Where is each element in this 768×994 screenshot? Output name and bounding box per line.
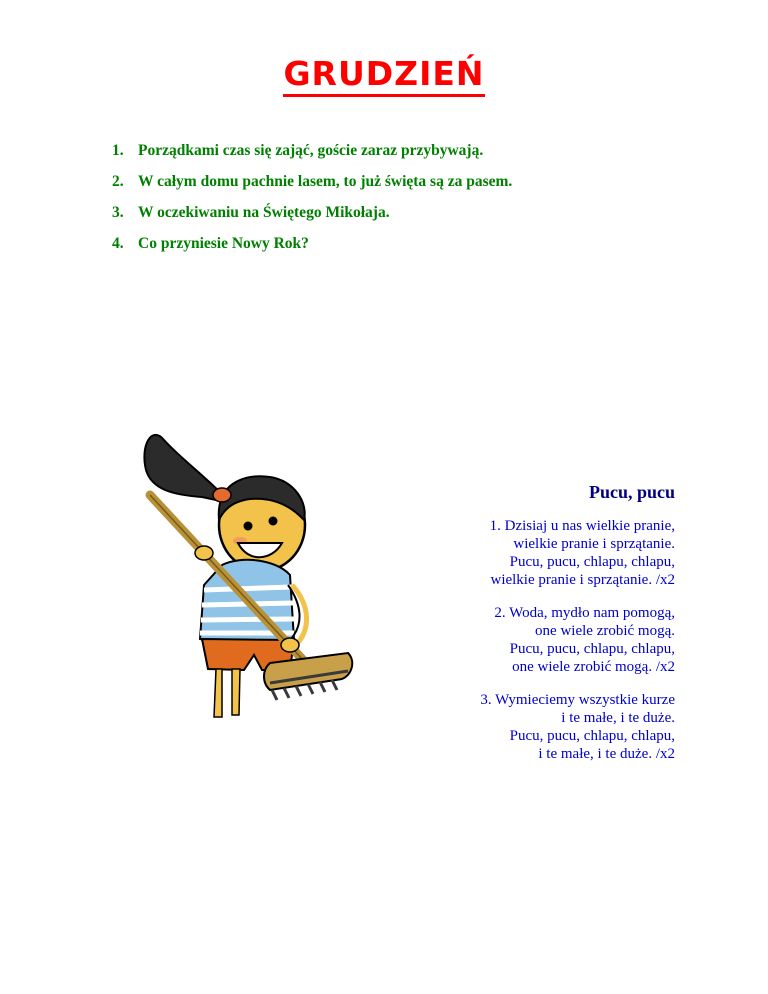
topic-text: Porządkami czas się zająć, goście zaraz przybywają.: [138, 142, 484, 159]
topic-item: [112, 234, 512, 265]
topic-text: W całym domu pachnie lasem, to już święta są za pasem.: [138, 173, 513, 190]
topic-item: [112, 172, 512, 203]
verse-line: 1. Dzisiaj u nas wielkie pranie,: [489, 518, 675, 534]
verse-line: Pucu, pucu, chlapu, chlapu,: [509, 641, 675, 657]
page-title: [0, 52, 768, 96]
verse-line: one wiele zrobić mogą. /x2: [512, 659, 675, 675]
verse-line: 3. Wymieciemy wszystkie kurze: [480, 692, 675, 708]
song-title: Pucu, pucu: [588, 482, 675, 502]
topic-number: 1.: [112, 142, 124, 159]
topic-number: 2.: [112, 173, 124, 190]
topic-number: 3.: [112, 204, 124, 221]
song-verse: [355, 604, 675, 676]
song: [355, 480, 675, 778]
topic-list: [112, 141, 512, 265]
topic-text: W oczekiwaniu na Świętego Mikołaja.: [138, 204, 390, 221]
verse-line: one wiele zrobić mogą.: [535, 623, 675, 639]
verse-line: i te małe, i te duże. /x2: [538, 746, 675, 762]
song-verse: [355, 691, 675, 763]
verse-line: Pucu, pucu, chlapu, chlapu,: [509, 554, 675, 570]
song-verse: [355, 517, 675, 589]
verse-line: 2. Woda, mydło nam pomogą,: [494, 605, 675, 621]
topic-number: 4.: [112, 235, 124, 252]
verse-line: wielkie pranie i sprzątanie. /x2: [490, 572, 675, 588]
topic-text: Co przyniesie Nowy Rok?: [138, 235, 309, 252]
verse-line: i te małe, i te duże.: [561, 710, 675, 726]
girl-sweeping-with-broom-icon: [112, 425, 372, 730]
topic-item: [112, 141, 512, 172]
topic-item: [112, 203, 512, 234]
verse-line: Pucu, pucu, chlapu, chlapu,: [509, 728, 675, 744]
page-title-text: GRUDZIEŃ: [283, 54, 484, 97]
verse-line: wielkie pranie i sprzątanie.: [513, 536, 675, 552]
